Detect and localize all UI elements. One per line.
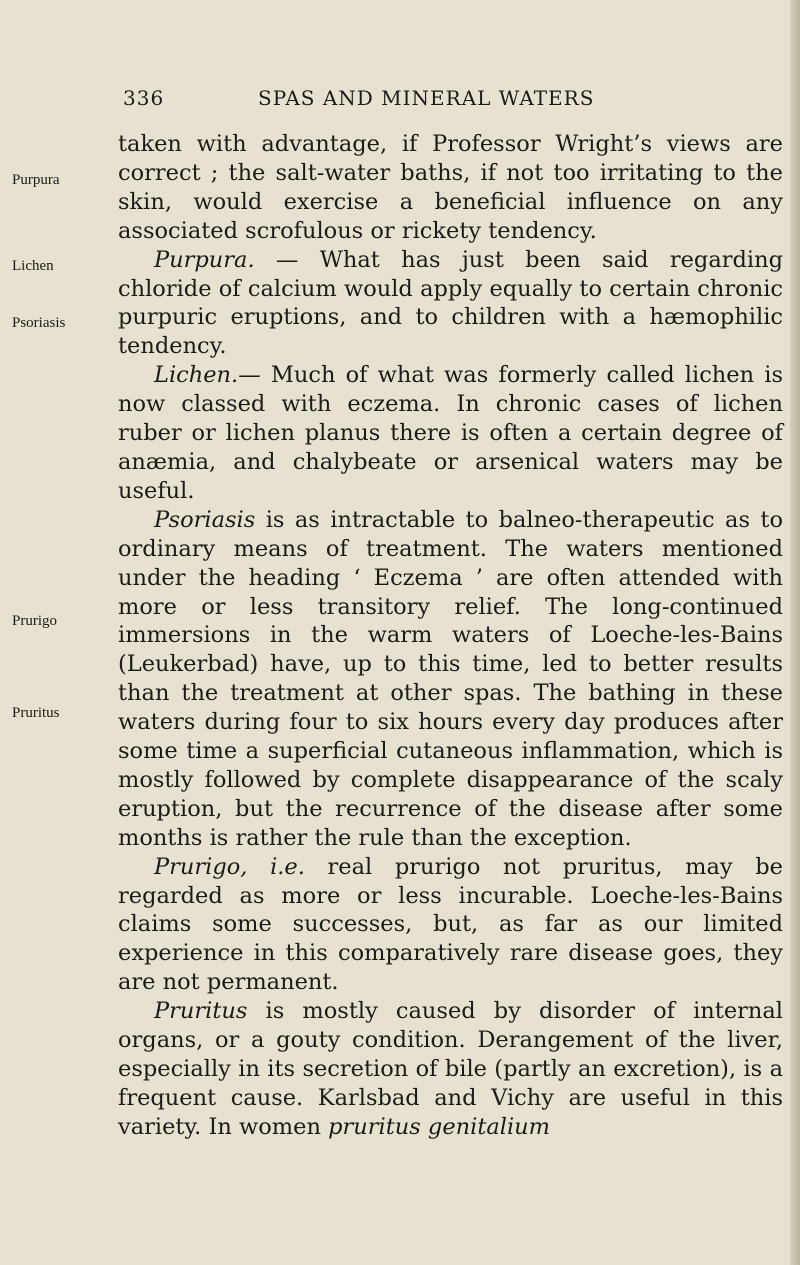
paragraph-pruritus <box>118 997 783 1142</box>
paragraph-lichen <box>118 361 783 506</box>
header-title: SPAS AND MINERAL WATERS <box>258 86 595 110</box>
side-note-pruritus: Pruritus <box>12 705 60 721</box>
text-prurigo: real prurigo not pruritus, may be regarded as more or less incurable. Loeche-les-Bains claims some successes, but, as far as our limited experience in this comparatively rare disease goes, they are not permanent. <box>118 853 783 996</box>
text-purpura: — What has just been said regarding chloride of calcium would apply equally to certain chronic purpuric eruptions, and to children with a hæmophilic tendency. <box>118 246 783 360</box>
side-note-lichen: Lichen <box>12 258 54 274</box>
side-note-purpura: Purpura <box>12 172 60 188</box>
paragraph-purpura <box>118 246 783 362</box>
term-purpura: Purpura. <box>154 246 255 273</box>
text-pruritus: is mostly caused by disorder of internal organs, or a gouty condition. Derangement of the liver, especially in its secretion of bile (partly an excretion), is a frequent cause. Karlsbad and Vichy are useful in this variety. In women <box>118 998 783 1140</box>
term-pruritus: Pruritus <box>154 998 248 1025</box>
page-number: 336 <box>123 86 165 110</box>
page-edge <box>790 0 800 1265</box>
body-text <box>118 130 783 1142</box>
text-psoriasis: is as intractable to balneo-therapeutic as to ordinary means of treatment. The waters mentioned under the heading ‘ Eczema ’ are often attended with more or less transitory relief. The long-continued immersions in the warm waters of Loeche-les-Bains (Leukerbad) have, up to this time, led to better results than the treatment at other spas. The bathing in these waters during four to six hours every day produces after some time a superficial cutaneous inflammation, which is mostly followed by complete disappearance of the scaly eruption, but the recurrence of the disease after some months is rather the rule than the exception. <box>118 506 783 851</box>
paragraph-prurigo <box>118 853 783 998</box>
side-note-psoriasis: Psoriasis <box>12 315 66 331</box>
paragraph-psoriasis <box>118 506 783 853</box>
text-lichen: — Much of what was formerly called lichen is now classed with eczema. In chronic cases of lichen ruber or lichen planus there is often a certain degree of anæmia, and chalybeate or arsenical waters may be useful. <box>118 362 783 504</box>
term-psoriasis: Psoriasis <box>154 506 256 533</box>
term-lichen: Lichen. <box>154 362 239 389</box>
side-note-prurigo: Prurigo <box>12 613 57 629</box>
term-pruritus-genitalium: pruritus genitalium <box>328 1113 551 1140</box>
paragraph-continuation: taken with advantage, if Professor Wright’s views are correct ; the salt-water baths, if not too irritating to the skin, would exercise a beneficial influence on any associated scrofulous or rickety tendency. <box>118 131 783 244</box>
term-prurigo: Prurigo, i.e. <box>154 853 305 880</box>
